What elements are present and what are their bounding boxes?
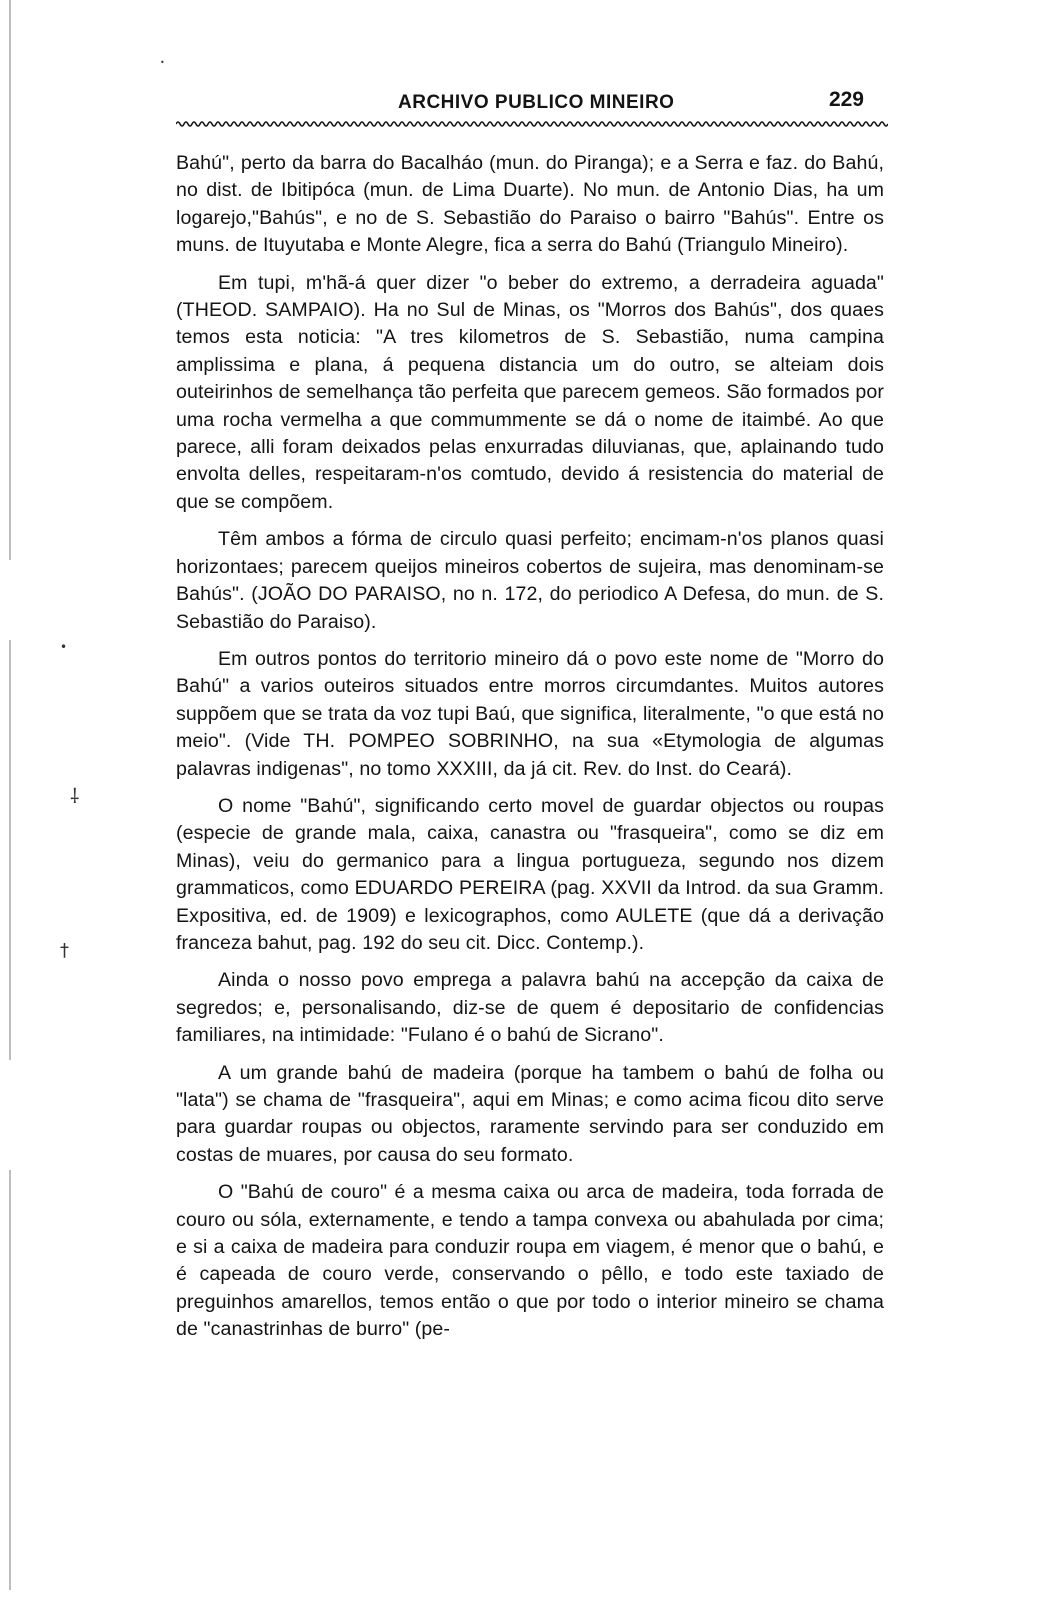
running-title: ARCHIVO PUBLICO MINEIRO (398, 92, 675, 113)
wavy-rule-divider (176, 120, 888, 128)
page-body (176, 150, 884, 1354)
paragraph: O nome "Bahú", significando certo movel de guardar objectos ou roupas (especie de grande mala, caixa, canastra ou "frasqueira", como se diz em Minas), veiu do germanico para a lingua portugueza, segundo nos dizem grammaticos, como EDUARDO PEREIRA (pag. XXVII da Introd. da sua Gramm. Expositiva, ed. de 1909) e lexicographos, como AULETE (que dá a derivação franceza bahut, pag. 192 do seu cit. Dicc. Contemp.). (176, 794, 884, 954)
scan-edge-line (9, 640, 11, 1060)
scan-speck: ⸸ (70, 784, 80, 808)
scan-edge-line (9, 0, 11, 560)
scan-speck: † (60, 940, 69, 961)
paragraph: A um grande bahú de madeira (porque ha tambem o bahú de folha ou "lata") se chama de "frasqueira", aqui em Minas; e como acima ficou dito serve para guardar roupas ou objectos, raramente servindo para ser conduzido em costas de muares, por causa do seu formato. (176, 1061, 884, 1166)
paragraph: Têm ambos a fórma de circulo quasi perfeito; encimam-n'os planos quasi horizontaes; parecem queijos mineiros cobertos de sujeira, mas denominam-se Bahús". (JOÃO DO PARAISO, no n. 172, do periodico A Defesa, do mun. de S. Sebastião do Paraiso). (176, 528, 884, 633)
scan-edge-line (9, 1170, 11, 1590)
scan-speck: • (160, 58, 165, 67)
scan-speck: • (60, 640, 68, 654)
page-header (176, 86, 888, 126)
paragraph: Ainda o nosso povo emprega a palavra bahú na accepção da caixa de segredos; e, personalisando, diz-se de quem é depositario de confidencias familiares, na intimidade: "Fulano é o bahú de Sicrano". (176, 969, 884, 1047)
paragraph: Em tupi, m'hã-á quer dizer "o beber do extremo, a derradeira aguada" (THEOD. SAMPAIO). Ha no Sul de Minas, os "Morros dos Bahús", dos quaes temos esta noticia: "A tres kilometros de S. Sebastião, numa campina amplissima e plana, á pequena distancia um do outro, se alteiam dois outeirinhos de semelhança tão perfeita que parecem gemeos. São formados por uma rocha vermelha a que commummente se dá o nome de itaimbé. Ao que parece, alli foram deixados pelas enxurradas diluvianas, que, aplainando tudo envolta delles, respeitaram-n'os comtudo, devido á resistencia do material de que se compõem. (176, 271, 884, 513)
paragraph: Bahú", perto da barra do Bacalháo (mun. do Piranga); e a Serra e faz. do Bahú, no dist. de Ibitipóca (mun. de Lima Duarte). No mun. de Antonio Dias, ha um logarejo,"Bahús", e no de S. Sebastião do Paraiso o bairro "Bahús". Entre os muns. de Ituyutaba e Monte Alegre, fica a serra do Bahú (Triangulo Mineiro). (176, 152, 884, 257)
paragraph: O "Bahú de couro" é a mesma caixa ou arca de madeira, toda forrada de couro ou sóla, externamente, e tendo a tampa convexa ou abahulada por cima; e si a caixa de madeira para conduzir roupa em viagem, é menor que o bahú, e é capeada de couro verde, conservando o pêllo, e todo este taxiado de preguinhos amarellos, temos então o que por todo o interior mineiro se chama de "canastrinhas de burro" (pe- (176, 1181, 884, 1341)
paragraph: Em outros pontos do territorio mineiro dá o povo este nome de "Morro do Bahú" a varios outeiros situados entre morros circumdantes. Muitos autores suppõem que se trata da voz tupi Baú, que significa, literalmente, "o que está no meio". (Vide TH. POMPEO SOBRINHO, na sua «Etymologia de algumas palavras indigenas", no tomo XXXIII, da já cit. Rev. do Inst. do Ceará). (176, 647, 884, 780)
page-number: 229 (828, 88, 864, 111)
